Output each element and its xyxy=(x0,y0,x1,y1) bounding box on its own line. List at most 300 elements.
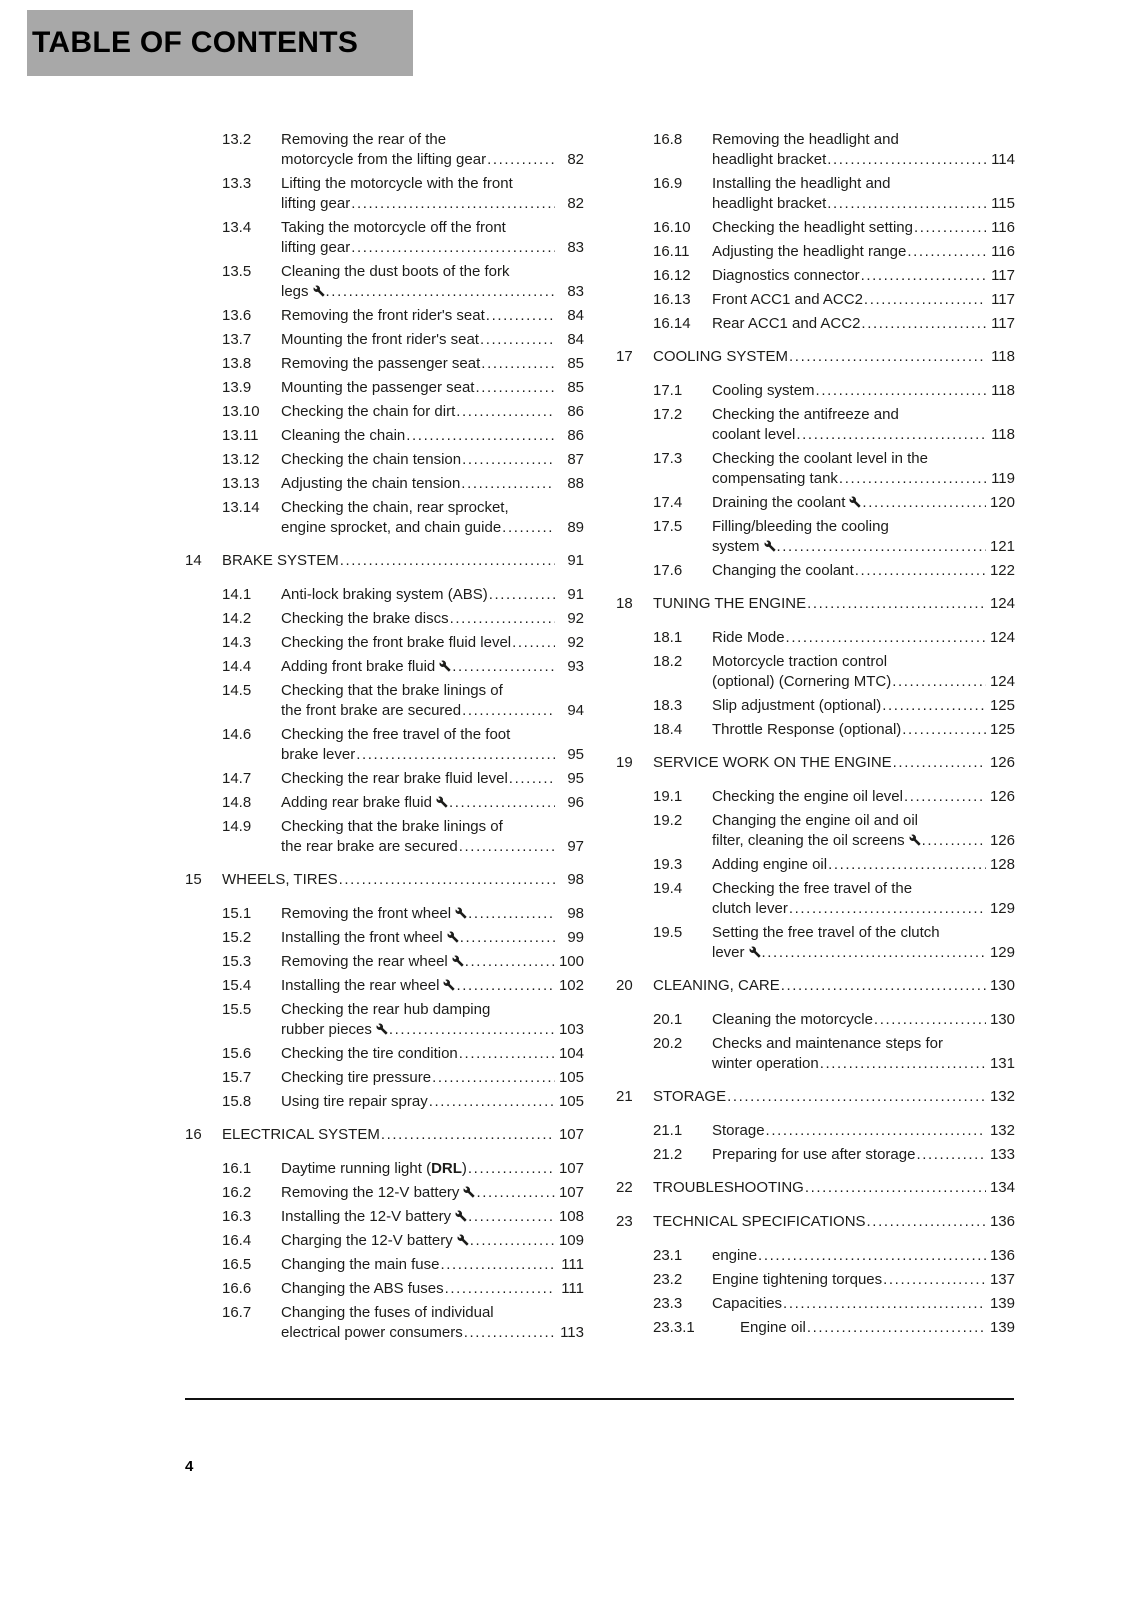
toc-entry-body xyxy=(712,696,1015,716)
toc-entry xyxy=(616,290,1015,310)
toc-entry-number: 13.8 xyxy=(222,355,252,372)
dot-leader xyxy=(509,769,555,789)
toc-entry-number: 14.6 xyxy=(222,726,252,743)
dot-leader xyxy=(893,753,986,773)
toc-entry-number: 16.3 xyxy=(222,1208,252,1225)
toc-entry xyxy=(616,1270,1015,1290)
toc-chapter-entry xyxy=(616,753,1015,773)
dot-leader xyxy=(462,701,555,721)
toc-entry-body xyxy=(712,130,1015,170)
dot-leader xyxy=(789,899,986,919)
toc-entry xyxy=(616,174,1015,214)
dot-leader xyxy=(827,194,986,214)
toc-entry-number: 13.4 xyxy=(222,219,252,236)
dot-leader xyxy=(406,426,555,446)
toc-entry-title: Changing the main fuse xyxy=(281,1256,440,1273)
toc-entry-title: Removing the rear wheel xyxy=(281,953,448,970)
toc-entry xyxy=(616,787,1015,807)
toc-entry-body xyxy=(712,1294,1015,1314)
toc-entry-page: 111 xyxy=(561,1280,584,1297)
toc-entry-title-line: Checking the coolant level in the xyxy=(712,450,928,467)
toc-entry-title-line: Cleaning the dust boots of the fork xyxy=(281,263,510,280)
toc-entry-last-line xyxy=(712,1010,1015,1030)
toc-entry-title: compensating tank xyxy=(712,470,838,487)
toc-entry-last-line xyxy=(281,306,584,326)
toc-entry-body xyxy=(281,657,584,677)
toc-entry-title: Adjusting the headlight range xyxy=(712,243,907,260)
wrench-icon xyxy=(455,907,467,919)
toc-entry-body xyxy=(281,330,584,350)
toc-entry-body xyxy=(222,551,584,571)
toc-entry xyxy=(616,1294,1015,1314)
toc-entry-page: 96 xyxy=(567,794,584,811)
toc-entry-page: 136 xyxy=(989,1213,1015,1230)
toc-entry-last-line xyxy=(281,1044,584,1064)
toc-entry-title: Removing the passenger seat xyxy=(281,355,481,372)
toc-entry-page: 89 xyxy=(567,519,584,536)
toc-entry-page: 105 xyxy=(558,1069,584,1086)
toc-entry-last-line xyxy=(653,1212,1015,1232)
toc-entry-page: 85 xyxy=(567,355,584,372)
toc-entry-body xyxy=(712,787,1015,807)
wrench-icon xyxy=(313,285,325,297)
dot-leader xyxy=(783,1294,986,1314)
dot-leader xyxy=(450,609,555,629)
toc-chapter-entry xyxy=(616,976,1015,996)
dot-leader xyxy=(789,347,986,367)
toc-entry-title: Adjusting the chain tension xyxy=(281,475,461,492)
toc-chapter-entry xyxy=(616,347,1015,367)
toc-entry-page: 132 xyxy=(989,1088,1015,1105)
toc-entry-page: 121 xyxy=(989,538,1015,555)
toc-entry-body xyxy=(281,498,584,538)
dot-leader xyxy=(816,381,986,401)
toc-entry-title: Throttle Response (optional) xyxy=(712,721,902,738)
toc-entry-page: 134 xyxy=(989,1179,1015,1196)
toc-entry-page: 120 xyxy=(989,494,1015,511)
dot-leader xyxy=(904,787,986,807)
dot-leader xyxy=(805,1178,986,1198)
toc-entry-number: 16.8 xyxy=(653,131,683,148)
toc-entry-number: 16.1 xyxy=(222,1160,252,1177)
toc-entry-page: 128 xyxy=(989,856,1015,873)
toc-entry-body xyxy=(281,633,584,653)
toc-entry-page: 139 xyxy=(989,1319,1015,1336)
toc-entry-title: coolant level xyxy=(712,426,796,443)
dot-leader xyxy=(459,1044,555,1064)
toc-entry-last-line xyxy=(281,426,584,446)
dot-leader xyxy=(916,1145,986,1165)
toc-entry-title-line: Checking the chain, rear sprocket, xyxy=(281,499,509,516)
toc-entry-last-line xyxy=(281,238,584,258)
toc-entry-title: Front ACC1 and ACC2 xyxy=(712,291,863,308)
toc-entry-number: 13.12 xyxy=(222,451,260,468)
toc-entry-page: 117 xyxy=(991,291,1015,308)
toc-entry-body xyxy=(712,855,1015,875)
toc-section xyxy=(616,753,1015,963)
toc-entry-page: 103 xyxy=(558,1021,584,1038)
toc-entry xyxy=(616,242,1015,262)
toc-entry-title: (optional) (Cornering MTC) xyxy=(712,673,892,690)
toc-entry-title: WHEELS, TIRES xyxy=(222,871,338,888)
toc-entry-title: lever xyxy=(712,944,745,961)
toc-entry xyxy=(185,1303,584,1343)
toc-entry xyxy=(616,1145,1015,1165)
toc-entry-title: legs xyxy=(281,283,309,300)
toc-section xyxy=(616,976,1015,1074)
toc-entry-page: 131 xyxy=(989,1055,1015,1072)
dot-leader xyxy=(440,1255,555,1275)
toc-entry-number: 17.6 xyxy=(653,562,683,579)
toc-entry-page: 98 xyxy=(567,905,584,922)
toc-entry-page: 84 xyxy=(567,307,584,324)
toc-entry-page: 118 xyxy=(991,382,1015,399)
toc-entry-title-line: Checking the free travel of the xyxy=(712,880,913,897)
toc-entry-title-line: Checks and maintenance steps for xyxy=(712,1035,943,1052)
toc-entry xyxy=(185,174,584,214)
toc-entry-title-line: Checking that the brake linings of xyxy=(281,682,503,699)
toc-entry-title: Installing the 12-V battery xyxy=(281,1208,452,1225)
toc-entry-body xyxy=(712,1010,1015,1030)
toc-entry-last-line xyxy=(281,976,584,996)
dot-leader xyxy=(445,1279,555,1299)
toc-entry-last-line xyxy=(281,633,584,653)
toc-entry-number: 19.4 xyxy=(653,880,683,897)
dot-leader xyxy=(476,1183,555,1203)
toc-entry-last-line xyxy=(281,1159,584,1179)
toc-entry-title-line: Taking the motorcycle off the front xyxy=(281,219,506,236)
toc-entry-body xyxy=(712,1121,1015,1141)
toc-entry-last-line xyxy=(281,378,584,398)
toc-entry xyxy=(616,1034,1015,1074)
toc-entry-last-line xyxy=(712,314,1015,334)
toc-entry-title: Changing the ABS fuses xyxy=(281,1280,444,1297)
toc-entry-number: 15.7 xyxy=(222,1069,252,1086)
toc-entry-body xyxy=(281,174,584,214)
toc-entry-title: STORAGE xyxy=(653,1088,727,1105)
toc-entry-title: winter operation xyxy=(712,1055,819,1072)
toc-entry-number: 14.3 xyxy=(222,634,252,651)
toc-entry-number: 14.8 xyxy=(222,794,252,811)
toc-entry-body xyxy=(712,1270,1015,1290)
toc-entry-number: 16.9 xyxy=(653,175,683,192)
toc-entry-number: 19.1 xyxy=(653,788,683,805)
toc-entry-last-line xyxy=(712,628,1015,648)
toc-entry-body xyxy=(712,266,1015,286)
toc-entry xyxy=(616,628,1015,648)
wrench-icon xyxy=(376,1023,388,1035)
toc-entry-last-line xyxy=(281,952,584,972)
wrench-icon xyxy=(439,660,451,672)
toc-entry-number: 14 xyxy=(185,552,202,569)
toc-entry-number: 15.8 xyxy=(222,1093,252,1110)
toc-entry-title: headlight bracket xyxy=(712,151,827,168)
toc-section xyxy=(185,870,584,1112)
dot-leader xyxy=(468,904,555,924)
toc-section xyxy=(616,347,1015,581)
toc-entry xyxy=(185,793,584,813)
toc-entry xyxy=(185,426,584,446)
toc-entry-last-line xyxy=(712,1121,1015,1141)
toc-chapter-entry xyxy=(616,1087,1015,1107)
toc-entry-number: 13.5 xyxy=(222,263,252,280)
toc-entry-number: 20.2 xyxy=(653,1035,683,1052)
toc-entry-title: Checking the chain tension xyxy=(281,451,462,468)
toc-entry-number: 16.14 xyxy=(653,315,691,332)
dot-leader xyxy=(481,354,555,374)
toc-entry xyxy=(185,354,584,374)
toc-entry xyxy=(616,405,1015,445)
toc-section xyxy=(616,130,1015,334)
dot-leader xyxy=(489,585,555,605)
toc-entry-title: Checking the rear brake fluid level xyxy=(281,770,508,787)
toc-entry-last-line xyxy=(653,594,1015,614)
toc-entry-number: 16.10 xyxy=(653,219,691,236)
toc-entry-page: 83 xyxy=(567,239,584,256)
toc-chapter-entry xyxy=(185,870,584,890)
toc-entry xyxy=(185,1183,584,1203)
dot-leader xyxy=(381,1125,555,1145)
toc-entry-title: Slip adjustment (optional) xyxy=(712,697,882,714)
toc-entry-title-line: Checking the antifreeze and xyxy=(712,406,899,423)
toc-entry-page: 125 xyxy=(989,721,1015,738)
toc-entry-last-line xyxy=(653,1178,1015,1198)
wrench-icon xyxy=(452,955,464,967)
toc-entry-title: Capacities xyxy=(712,1295,783,1312)
toc-column-1 xyxy=(185,130,584,1347)
toc-entry-title-line: Motorcycle traction control xyxy=(712,653,888,670)
toc-entry-title: Checking tire pressure xyxy=(281,1069,432,1086)
toc-section xyxy=(185,130,584,538)
wrench-icon xyxy=(909,834,921,846)
toc-entry-title: filter, cleaning the oil screens xyxy=(712,832,905,849)
toc-section xyxy=(616,594,1015,740)
toc-entry-page: 124 xyxy=(989,629,1015,646)
toc-entry-title: Checking the brake discs xyxy=(281,610,449,627)
dot-leader xyxy=(480,330,555,350)
dot-leader xyxy=(914,218,986,238)
toc-entry-number: 23 xyxy=(616,1213,633,1230)
toc-entry-number: 13.6 xyxy=(222,307,252,324)
toc-entry-page: 109 xyxy=(558,1232,584,1249)
toc-entry-body xyxy=(653,1212,1015,1232)
dot-leader xyxy=(867,1212,986,1232)
toc-entry-body xyxy=(281,928,584,948)
toc-entry-page: 113 xyxy=(560,1324,584,1341)
toc-entry-number: 15.2 xyxy=(222,929,252,946)
toc-entry-number: 18.1 xyxy=(653,629,683,646)
toc-entry-number: 16.4 xyxy=(222,1232,252,1249)
dot-leader xyxy=(892,672,986,692)
dot-leader xyxy=(351,194,555,214)
toc-entry-number: 16.6 xyxy=(222,1280,252,1297)
toc-entry-last-line xyxy=(281,150,584,170)
toc-entry-number: 23.1 xyxy=(653,1247,683,1264)
toc-entry-body xyxy=(281,976,584,996)
wrench-icon xyxy=(849,496,861,508)
toc-entry-last-line xyxy=(281,1183,584,1203)
toc-entry-number: 18.3 xyxy=(653,697,683,714)
toc-entry-number: 21.2 xyxy=(653,1146,683,1163)
toc-entry-body xyxy=(712,449,1015,489)
toc-entry-body xyxy=(222,870,584,890)
toc-entry xyxy=(616,855,1015,875)
toc-entry-last-line xyxy=(712,218,1015,238)
toc-entry-body xyxy=(653,594,1015,614)
toc-entry-body xyxy=(740,1318,1015,1338)
toc-entry-title: Removing the 12-V battery xyxy=(281,1184,460,1201)
dot-leader xyxy=(389,1020,555,1040)
toc-entry-number: 21.1 xyxy=(653,1122,683,1139)
toc-entry-title: Preparing for use after storage xyxy=(712,1146,916,1163)
toc-entry-body xyxy=(281,725,584,765)
toc-entry-page: 129 xyxy=(989,900,1015,917)
toc-entry-body xyxy=(281,1183,584,1203)
toc-entry-body xyxy=(281,817,584,857)
toc-entry xyxy=(185,1092,584,1112)
toc-entry-body xyxy=(712,561,1015,581)
toc-entry-page: 97 xyxy=(567,838,584,855)
toc-entry-last-line xyxy=(281,1279,584,1299)
toc-entry-title-line: Checking the free travel of the foot xyxy=(281,726,511,743)
toc-entry-number: 14.2 xyxy=(222,610,252,627)
toc-entry-title: TECHNICAL SPECIFICATIONS xyxy=(653,1213,866,1230)
toc-entry-page: 132 xyxy=(989,1122,1015,1139)
toc-entry-number: 14.5 xyxy=(222,682,252,699)
dot-leader xyxy=(786,628,986,648)
toc-entry-number: 15.6 xyxy=(222,1045,252,1062)
toc-entry xyxy=(616,811,1015,851)
toc-entry xyxy=(616,381,1015,401)
toc-entry-last-line xyxy=(281,518,584,538)
toc-entry xyxy=(616,266,1015,286)
toc-entry-number: 13.2 xyxy=(222,131,252,148)
toc-entry-last-line xyxy=(281,1231,584,1251)
toc-entry-title-line: Changing the engine oil and oil xyxy=(712,812,918,829)
toc-entry-title: engine sprocket, and chain guide xyxy=(281,519,502,536)
toc-entry-title: ELECTRICAL SYSTEM xyxy=(222,1126,380,1143)
toc-entry-body xyxy=(281,904,584,924)
toc-entry-page: 99 xyxy=(567,929,584,946)
toc-entry-page: 130 xyxy=(989,1011,1015,1028)
toc-entry-last-line xyxy=(281,282,584,302)
toc-entry-number: 14.7 xyxy=(222,770,252,787)
toc-entry-last-line xyxy=(281,928,584,948)
toc-entry-title: Cleaning the motorcycle xyxy=(712,1011,873,1028)
toc-entry-number: 18 xyxy=(616,595,633,612)
toc-entry-title: brake lever xyxy=(281,746,356,763)
toc-entry-page: 107 xyxy=(558,1126,584,1143)
toc-entry-last-line xyxy=(653,753,1015,773)
toc-entry-body xyxy=(281,681,584,721)
toc-entry-title: Mounting the front rider's seat xyxy=(281,331,479,348)
dot-leader xyxy=(902,720,986,740)
toc-entry-title: Ride Mode xyxy=(712,629,785,646)
toc-entry-page: 95 xyxy=(567,770,584,787)
toc-entry xyxy=(616,696,1015,716)
toc-entry-last-line xyxy=(222,870,584,890)
toc-entry-title: Rear ACC1 and ACC2 xyxy=(712,315,861,332)
toc-entry xyxy=(185,976,584,996)
toc-entry-last-line xyxy=(712,696,1015,716)
toc-entry xyxy=(185,498,584,538)
toc-entry-page: 116 xyxy=(991,219,1015,236)
toc-entry-page: 104 xyxy=(558,1045,584,1062)
toc-entry-page: 92 xyxy=(567,610,584,627)
toc-entry-title-line: Changing the fuses of individual xyxy=(281,1304,494,1321)
toc-entry xyxy=(616,493,1015,513)
toc-entry-title: headlight bracket xyxy=(712,195,827,212)
toc-entry-title-line: Setting the free travel of the clutch xyxy=(712,924,940,941)
toc-entry-body xyxy=(712,720,1015,740)
toc-entry-page: 107 xyxy=(558,1160,584,1177)
toc-entry xyxy=(185,657,584,677)
toc-entry xyxy=(185,306,584,326)
toc-entry-number: 16.7 xyxy=(222,1304,252,1321)
toc-entry-body xyxy=(712,218,1015,238)
toc-entry-body xyxy=(281,1092,584,1112)
toc-entry xyxy=(185,1044,584,1064)
toc-entry-last-line xyxy=(712,720,1015,740)
toc-entry-last-line xyxy=(740,1318,1015,1338)
toc-entry-last-line xyxy=(712,855,1015,875)
toc-entry-last-line xyxy=(712,290,1015,310)
toc-entry-last-line xyxy=(281,657,584,677)
toc-entry-last-line xyxy=(653,347,1015,367)
toc-entry-page: 129 xyxy=(989,944,1015,961)
toc-entry-body xyxy=(712,1246,1015,1266)
toc-entry xyxy=(616,652,1015,692)
toc-entry-title: lifting gear xyxy=(281,239,351,256)
page-title: TABLE OF CONTENTS xyxy=(32,26,359,59)
dot-leader xyxy=(475,378,555,398)
toc-entry-body xyxy=(712,290,1015,310)
dot-leader xyxy=(464,1323,555,1343)
page-header-band xyxy=(27,10,413,76)
dot-leader xyxy=(864,290,986,310)
toc-entry-title: Checking the front brake fluid level xyxy=(281,634,512,651)
toc-entry xyxy=(185,1279,584,1299)
toc-entry-last-line xyxy=(712,425,1015,445)
dot-leader xyxy=(351,238,555,258)
wrench-icon xyxy=(436,796,448,808)
toc-entry-page: 111 xyxy=(561,1256,584,1273)
toc-entry xyxy=(616,923,1015,963)
toc-entry-last-line xyxy=(281,194,584,214)
toc-entry-last-line xyxy=(281,769,584,789)
toc-entry-body xyxy=(281,1279,584,1299)
footer-divider xyxy=(185,1398,1014,1400)
toc-entry xyxy=(185,402,584,422)
toc-entry-number: 15.4 xyxy=(222,977,252,994)
dot-leader xyxy=(855,561,986,581)
toc-entry-last-line xyxy=(653,976,1015,996)
toc-entry-title-line: Filling/bleeding the cooling xyxy=(712,518,889,535)
toc-section xyxy=(185,1125,584,1343)
dot-leader xyxy=(429,1092,555,1112)
toc-entry-page: 133 xyxy=(989,1146,1015,1163)
toc-entry-last-line xyxy=(712,1246,1015,1266)
toc-entry-page: 87 xyxy=(567,451,584,468)
toc-entry-page: 82 xyxy=(567,151,584,168)
dot-leader xyxy=(758,1246,986,1266)
toc-entry-body xyxy=(712,381,1015,401)
dot-leader xyxy=(907,242,986,262)
toc-entry-number: 23.2 xyxy=(653,1271,683,1288)
toc-entry-page: 118 xyxy=(991,348,1015,365)
toc-entry-last-line xyxy=(281,745,584,765)
toc-entry-last-line xyxy=(281,1020,584,1040)
